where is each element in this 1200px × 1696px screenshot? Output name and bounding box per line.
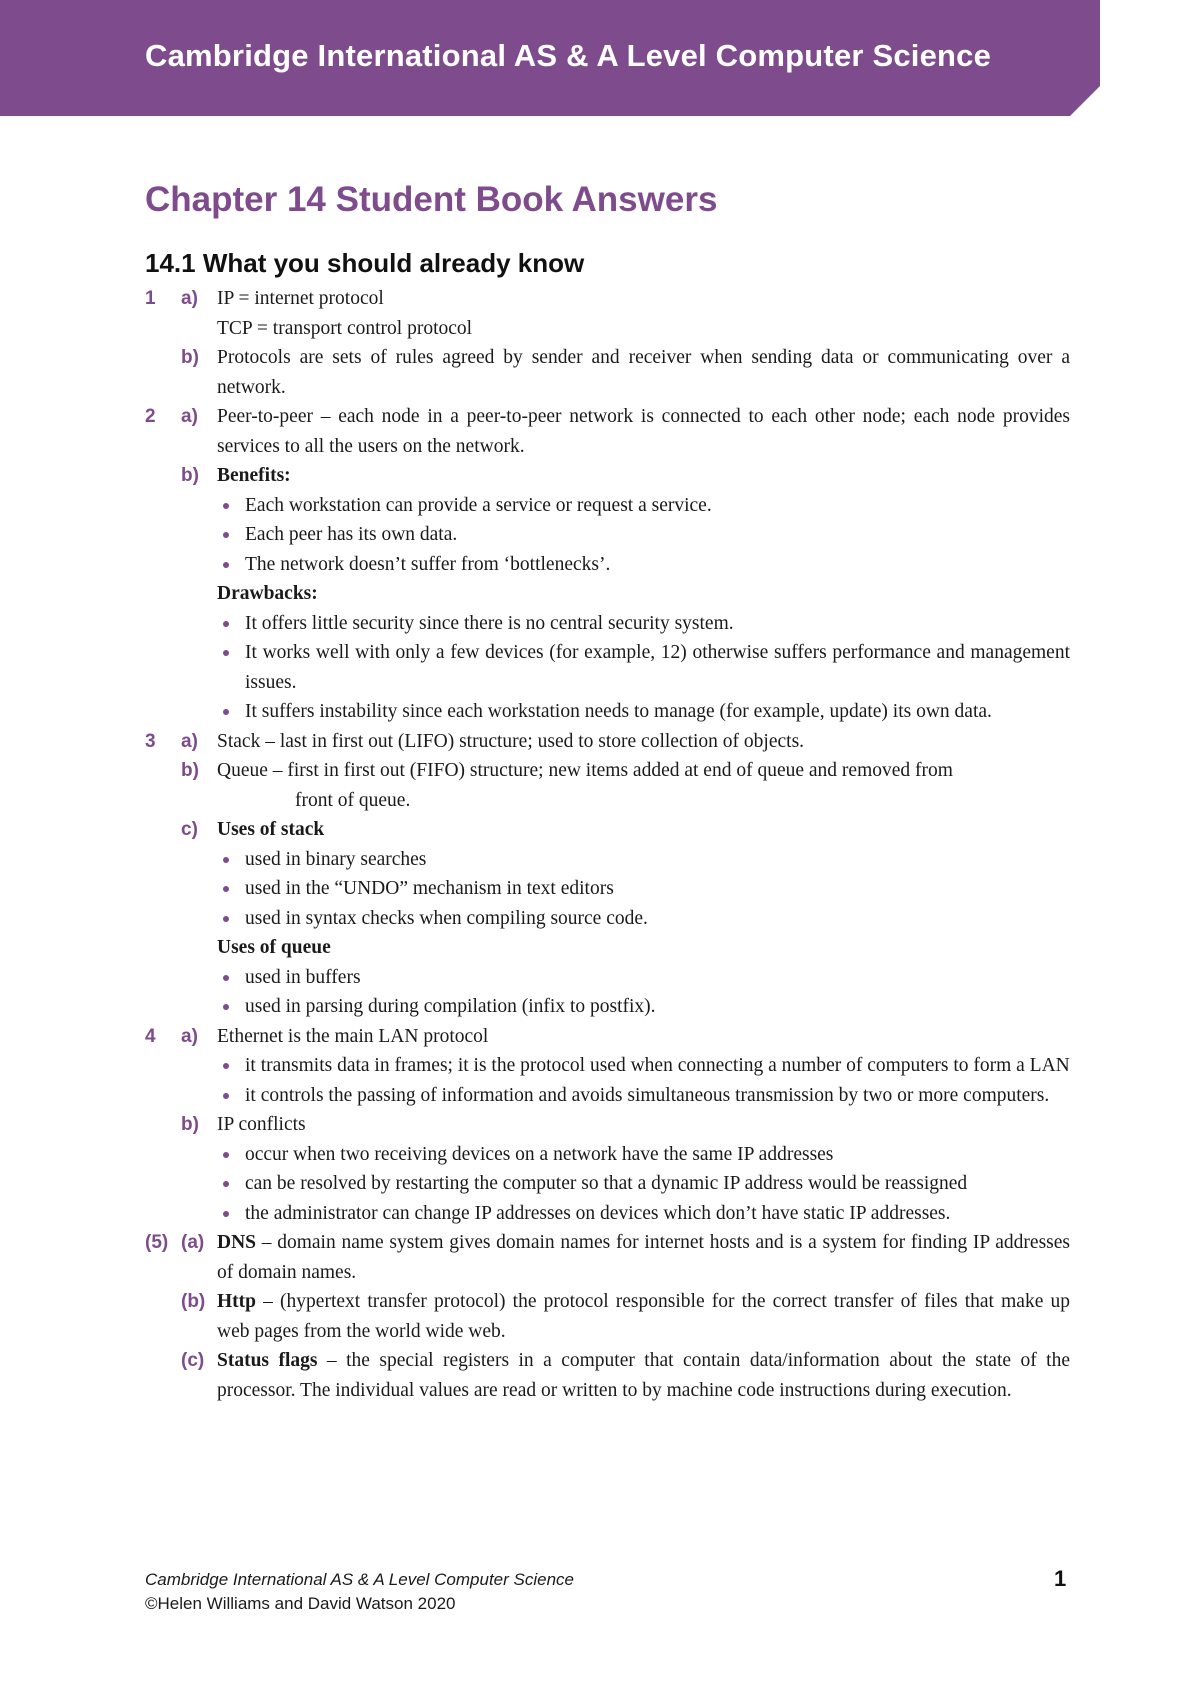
bullet-text: used in buffers xyxy=(245,966,361,988)
definition-text: – (hypertext transfer protocol) the protocol responsible for the correct transfer of files that make up web pages from the world wide web. xyxy=(217,1291,1070,1342)
answer-text: Peer-to-peer – each node in a peer-to-peer network is connected to each other node; each node provides services to all the users on the network. xyxy=(217,406,1070,457)
q3-b xyxy=(145,756,1070,786)
part-label: b) xyxy=(181,347,199,368)
bullet-icon xyxy=(223,916,229,922)
bullet-text: used in syntax checks when compiling source code. xyxy=(245,907,648,929)
section-title: 14.1 What you should already know xyxy=(145,248,585,278)
question-number: 1 xyxy=(145,288,156,309)
part-label: a) xyxy=(181,288,198,309)
answer-text xyxy=(217,1228,1070,1287)
page-number: 1 xyxy=(1054,1566,1067,1591)
subheading-drawbacks: Drawbacks: xyxy=(217,583,318,604)
part-label: a) xyxy=(181,730,198,752)
bullet-text: used in the “UNDO” mechanism in text editors xyxy=(245,878,614,899)
list-item xyxy=(145,874,1070,904)
answer-text: Protocols are sets of rules agreed by sender and receiver when sending data or communicating over a network. xyxy=(217,347,1070,398)
part-label: b) xyxy=(181,760,199,781)
bullet-icon xyxy=(223,503,229,509)
part-label: b) xyxy=(181,1114,199,1135)
list-item xyxy=(145,963,1070,993)
list-item xyxy=(145,491,1070,521)
question-number: 4 xyxy=(145,1025,156,1047)
list-item xyxy=(145,1081,1070,1111)
part-label: b) xyxy=(181,465,199,486)
part-label: a) xyxy=(181,1025,198,1047)
question-number: 2 xyxy=(145,406,156,427)
list-item xyxy=(145,1140,1070,1170)
list-item xyxy=(145,904,1070,934)
term-dns: DNS xyxy=(217,1232,257,1253)
subheading-benefits: Benefits: xyxy=(217,465,291,486)
bullet-icon xyxy=(223,1152,229,1158)
bullet-icon xyxy=(223,650,229,656)
list-item xyxy=(145,638,1070,697)
answer-text xyxy=(217,1287,1070,1346)
bullet-icon xyxy=(223,857,229,863)
list-item xyxy=(145,697,1070,727)
answers-content xyxy=(145,284,1070,1405)
q3-c xyxy=(145,815,1070,845)
bullet-text: It works well with only a few devices (for example, 12) otherwise suffers performance and management issues. xyxy=(245,642,1070,693)
question-number: (5) xyxy=(145,1232,169,1253)
q2-a xyxy=(145,402,1070,461)
bullet-icon xyxy=(223,1004,229,1010)
list-item xyxy=(145,992,1070,1022)
footer xyxy=(145,1568,574,1616)
bullet-text: It suffers instability since each workstation needs to manage (for example, update) its own data. xyxy=(245,701,992,722)
term-http: Http xyxy=(217,1291,256,1312)
bullet-icon xyxy=(223,709,229,715)
part-label: c) xyxy=(181,819,198,840)
q4-b xyxy=(145,1110,1070,1140)
q4-a xyxy=(145,1022,1070,1052)
list-item xyxy=(145,550,1070,580)
list-item xyxy=(145,845,1070,875)
term-status-flags: Status flags xyxy=(217,1350,318,1371)
bullet-icon xyxy=(223,1063,229,1069)
subheading-queue: Uses of queue xyxy=(217,937,331,958)
header-title: Cambridge International AS & A Level Computer Science xyxy=(145,38,992,73)
bullet-icon xyxy=(223,1093,229,1099)
bullet-text: it transmits data in frames; it is the protocol used when connecting a number of computers to form a LAN xyxy=(245,1055,1070,1076)
list-item xyxy=(145,609,1070,639)
bullet-icon xyxy=(223,886,229,892)
answer-text xyxy=(217,1346,1070,1405)
q2-b xyxy=(145,461,1070,491)
answer-text: Stack – last in first out (LIFO) structure; used to store collection of objects. xyxy=(217,730,805,752)
bullet-text: it controls the passing of information and avoids simultaneous transmission by two or more computers. xyxy=(245,1084,1050,1106)
bullet-text: occur when two receiving devices on a network have the same IP addresses xyxy=(245,1143,834,1165)
list-item xyxy=(145,1199,1070,1229)
list-item xyxy=(145,520,1070,550)
bullet-icon xyxy=(223,1181,229,1187)
question-number: 3 xyxy=(145,730,156,752)
bullet-icon xyxy=(223,532,229,538)
bullet-icon xyxy=(223,1211,229,1217)
answer-text: Queue – first in first out (FIFO) structure; new items added at end of queue and removed from xyxy=(217,760,953,781)
answer-text: IP conflicts xyxy=(217,1114,306,1135)
answer-text: IP = internet protocol xyxy=(217,288,384,309)
part-label: (b) xyxy=(181,1291,206,1312)
answer-text-continued: front of queue. xyxy=(295,789,411,811)
list-item xyxy=(145,1051,1070,1081)
bullet-text: Each workstation can provide a service or request a service. xyxy=(245,494,712,516)
answer-text: TCP = transport control protocol xyxy=(217,317,473,339)
q1-b xyxy=(145,343,1070,402)
bullet-text: the administrator can change IP addresses on devices which don’t have static IP addresses. xyxy=(245,1202,951,1224)
definition-text: – the special registers in a computer that contain data/information about the state of the processor. The individual values are read or written to by machine code instructions during execution. xyxy=(217,1350,1070,1401)
bullet-text: It offers little security since there is no central security system. xyxy=(245,612,734,634)
list-item xyxy=(145,1169,1070,1199)
part-label: a) xyxy=(181,406,198,427)
bullet-text: used in binary searches xyxy=(245,848,427,870)
part-label: (c) xyxy=(181,1350,205,1371)
q5-c xyxy=(145,1346,1070,1405)
definition-text: – domain name system gives domain names for internet hosts and is a system for finding IP addresses of domain names. xyxy=(217,1232,1070,1283)
chapter-title: Chapter 14 Student Book Answers xyxy=(145,180,718,219)
subheading-stack: Uses of stack xyxy=(217,819,325,840)
bullet-text: can be resolved by restarting the computer so that a dynamic IP address would be reassigned xyxy=(245,1173,968,1194)
footer-copyright: ©Helen Williams and David Watson 2020 xyxy=(145,1594,456,1613)
q1-a xyxy=(145,284,1070,343)
bullet-icon xyxy=(223,975,229,981)
bullet-text: used in parsing during compilation (infix to postfix). xyxy=(245,996,656,1017)
q5-a xyxy=(145,1228,1070,1287)
bullet-text: The network doesn’t suffer from ‘bottlenecks’. xyxy=(245,553,611,575)
q3-a xyxy=(145,727,1070,757)
bullet-icon xyxy=(223,621,229,627)
answer-text: Ethernet is the main LAN protocol xyxy=(217,1025,489,1047)
q5-b xyxy=(145,1287,1070,1346)
bullet-text: Each peer has its own data. xyxy=(245,524,458,545)
part-label: (a) xyxy=(181,1232,205,1253)
footer-book-title: Cambridge International AS & A Level Computer Science xyxy=(145,1570,575,1589)
bullet-icon xyxy=(223,562,229,568)
